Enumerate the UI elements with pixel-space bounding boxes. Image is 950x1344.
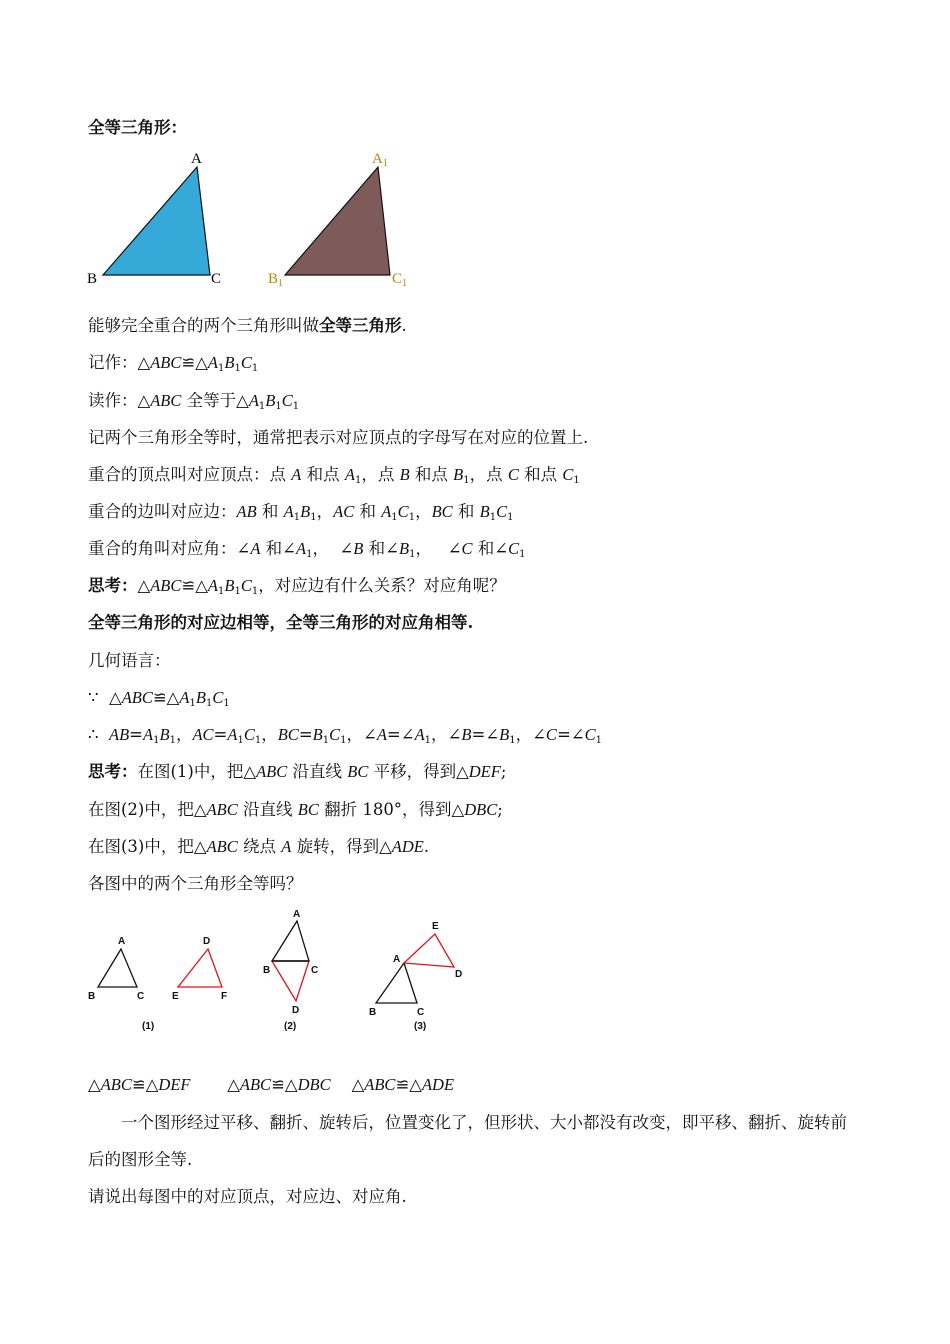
vertex-c1-label: $C_1$ xyxy=(392,271,408,289)
vertex-b1-label: $B_1$ xyxy=(268,271,284,289)
think-question-2-prompt: 各图中的两个三角形全等吗？ xyxy=(88,874,303,893)
vertex-c-label: C xyxy=(211,271,222,287)
because-line: ∵ $\triangle ABC≌\triangle A_1B_1C_1$ xyxy=(88,688,230,709)
caption-2: (2) xyxy=(284,1021,297,1032)
reading-line: 读作：△ABC 全等于$\triangle A_1B_1C_1$ xyxy=(88,391,300,412)
congruent-triangles-figure xyxy=(80,148,440,293)
caption-3: (3) xyxy=(414,1021,427,1032)
svg-text:B: B xyxy=(369,1007,377,1018)
svg-text:A: A xyxy=(118,936,126,947)
svg-text:E: E xyxy=(172,991,179,1002)
transformation-figure xyxy=(80,905,480,1040)
triangle-a1b1c1 xyxy=(285,167,390,275)
fig2-triangle-abc xyxy=(272,921,309,961)
svg-text:B: B xyxy=(88,991,96,1002)
svg-text:A: A xyxy=(293,909,301,920)
notation-note: 记两个三角形全等时，通常把表示对应顶点的字母写在对应的位置上. xyxy=(88,428,589,447)
congruence-results: △ABC≌△DEF △ABC≌△DBC △ABC≌△ADE xyxy=(88,1075,455,1094)
svg-text:A: A xyxy=(393,954,401,965)
fig3-triangle-ade xyxy=(404,934,454,967)
svg-text:C: C xyxy=(417,1007,425,1018)
conclusion: 全等三角形的对应边相等，全等三角形的对应角相等. xyxy=(88,613,474,632)
think-question-1: 思考：$\triangle ABC≌\triangle A_1B_1C_1$，对应边有什么关系？对应角呢？ xyxy=(88,576,506,597)
svg-text:D: D xyxy=(203,936,211,947)
triangle-abc xyxy=(103,167,210,275)
svg-text:D: D xyxy=(292,1005,300,1016)
final-question: 请说出每图中的对应顶点，对应边、对应角. xyxy=(88,1187,407,1206)
svg-text:C: C xyxy=(137,991,145,1002)
vertex-b-label: B xyxy=(87,271,98,287)
think-question-2-line1: 思考：在图(1)中，把△ABC 沿直线 BC 平移，得到△DEF; xyxy=(88,762,507,781)
notation-line: 记作：$\triangle ABC≌\triangle A_1B_1C_1$ xyxy=(88,353,259,374)
svg-text:F: F xyxy=(221,991,228,1002)
page-title: 全等三角形： xyxy=(88,118,187,137)
corresponding-edges: 重合的边叫对应边：AB 和 $A_1B_1$，AC 和 $A_1C_1$，BC 和 $B_1C_1$ xyxy=(88,502,514,523)
definition: 能够完全重合的两个三角形叫做全等三角形. xyxy=(88,316,407,335)
svg-text:E: E xyxy=(432,921,439,932)
geometry-language-label: 几何语言： xyxy=(88,651,171,670)
corresponding-angles: 重合的角叫对应角：∠A 和$\angle A_1$， ∠B 和$\angle B_1$， ∠C 和$\angle C_1$ xyxy=(88,539,526,560)
summary-paragraph: 一个图形经过平移、翻折、旋转后，位置变化了，但形状、大小都没有改变，即平移、翻折、旋转前后的图形全等. xyxy=(88,1113,847,1169)
svg-text:D: D xyxy=(455,969,463,980)
think-question-2-line2: 在图(2)中，把△ABC 沿直线 BC 翻折 180°，得到△DBC; xyxy=(88,800,503,819)
vertex-a1-label: $A_1$ xyxy=(372,151,388,169)
fig1-triangle-def xyxy=(178,949,222,987)
fig1-triangle-abc xyxy=(98,949,137,987)
vertex-a-label: A xyxy=(191,151,202,167)
fig3-triangle-abc xyxy=(376,963,417,1003)
caption-1: (1) xyxy=(142,1021,155,1032)
corresponding-vertices: 重合的顶点叫对应顶点：点 A 和点 $A_1$，点 B 和点 $B_1$，点 C 和点 $C_1$ xyxy=(88,465,580,486)
fig2-triangle-dbc xyxy=(272,961,309,1001)
svg-text:B: B xyxy=(263,965,271,976)
therefore-line: ∴ $AB=A_1B_1$，$AC=A_1C_1$，$BC=B_1C_1$，$\angle A=\angle A_1$，$\angle B=\angle B_1$，$\angle C=\angle C_1$ xyxy=(88,725,602,746)
think-question-2-line3: 在图(3)中，把△ABC 绕点 A 旋转，得到△ADE. xyxy=(88,837,430,856)
svg-text:C: C xyxy=(311,965,319,976)
